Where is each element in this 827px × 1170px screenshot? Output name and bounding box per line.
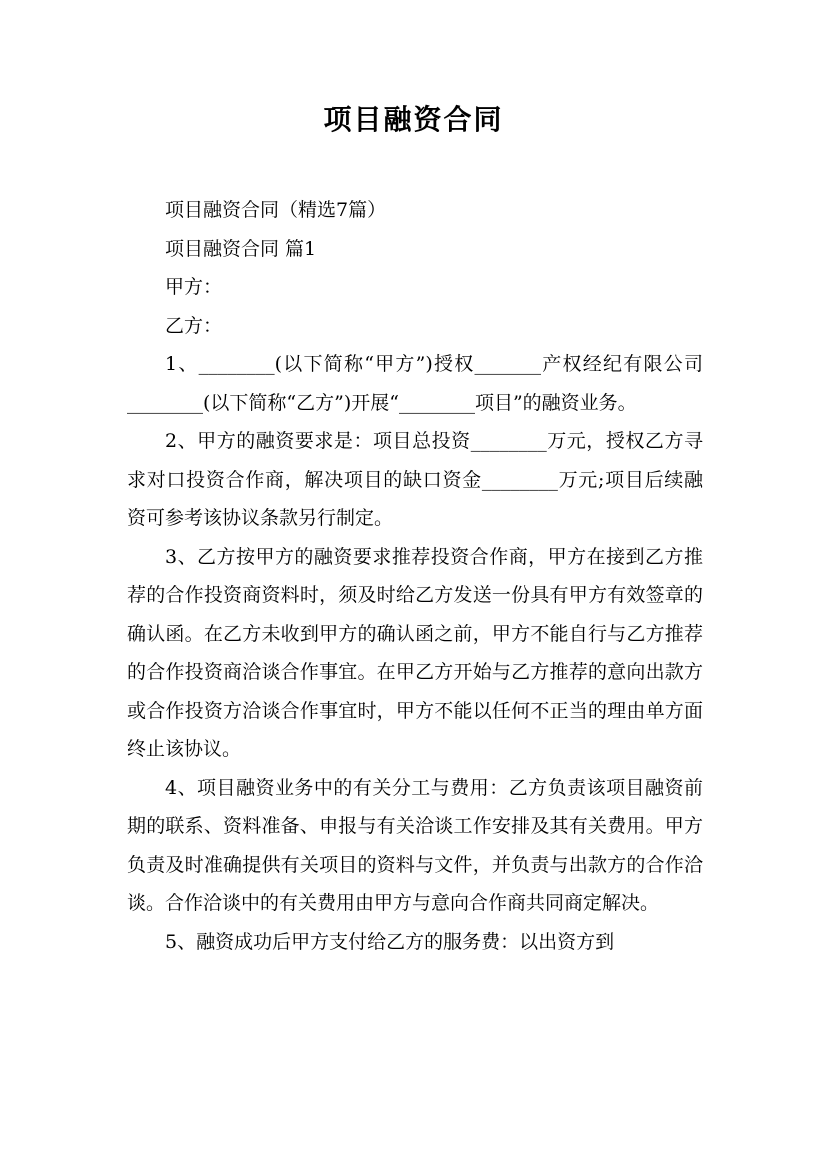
- section-heading: 项目融资合同 篇1: [165, 237, 317, 260]
- clause-2: 2、甲方的融资要求是：项目总投资________万元，授权乙方寻求对口投资合作商，解决项目的缺口资金________万元;项目后续融资可参考该协议条款另行制定。: [127, 430, 703, 529]
- document-title: 项目融资合同: [323, 103, 504, 136]
- party-a-line: 甲方：: [165, 276, 223, 298]
- clause-3: 3、乙方按甲方的融资要求推荐投资合作商，甲方在接到乙方推荐的合作投资商资料时，须及时给乙方发送一份具有甲方有效签章的确认函。在乙方未收到甲方的确认函之前，甲方不能自行与乙方推荐的合作投资商洽谈合作事宜。在甲乙方开始与乙方推荐的意向出款方或合作投资方洽谈合作事宜时，甲方不能以任何不正当的理由单方面终止该协议。: [127, 545, 703, 760]
- subtitle-line: 项目融资合同（精选7篇）: [165, 199, 387, 221]
- document-body: [127, 191, 703, 961]
- clause-4: 4、项目融资业务中的有关分工与费用：乙方负责该项目融资前期的联系、资料准备、申报与有关洽谈工作安排及其有关费用。甲方负责及时准确提供有关项目的资料与文件，并负责与出款方的合作洽谈。合作洽谈中的有关费用由甲方与意向合作商共同商定解决。: [127, 776, 703, 914]
- clause-5: 5、融资成功后甲方支付给乙方的服务费：以出资方到: [165, 930, 615, 953]
- party-b-line: 乙方：: [165, 314, 223, 337]
- clause-1: 1、________(以下简称“甲方”)授权_______产权经纪有限公司________(以下简称“乙方”)开展“________项目”的融资业务。: [127, 353, 703, 414]
